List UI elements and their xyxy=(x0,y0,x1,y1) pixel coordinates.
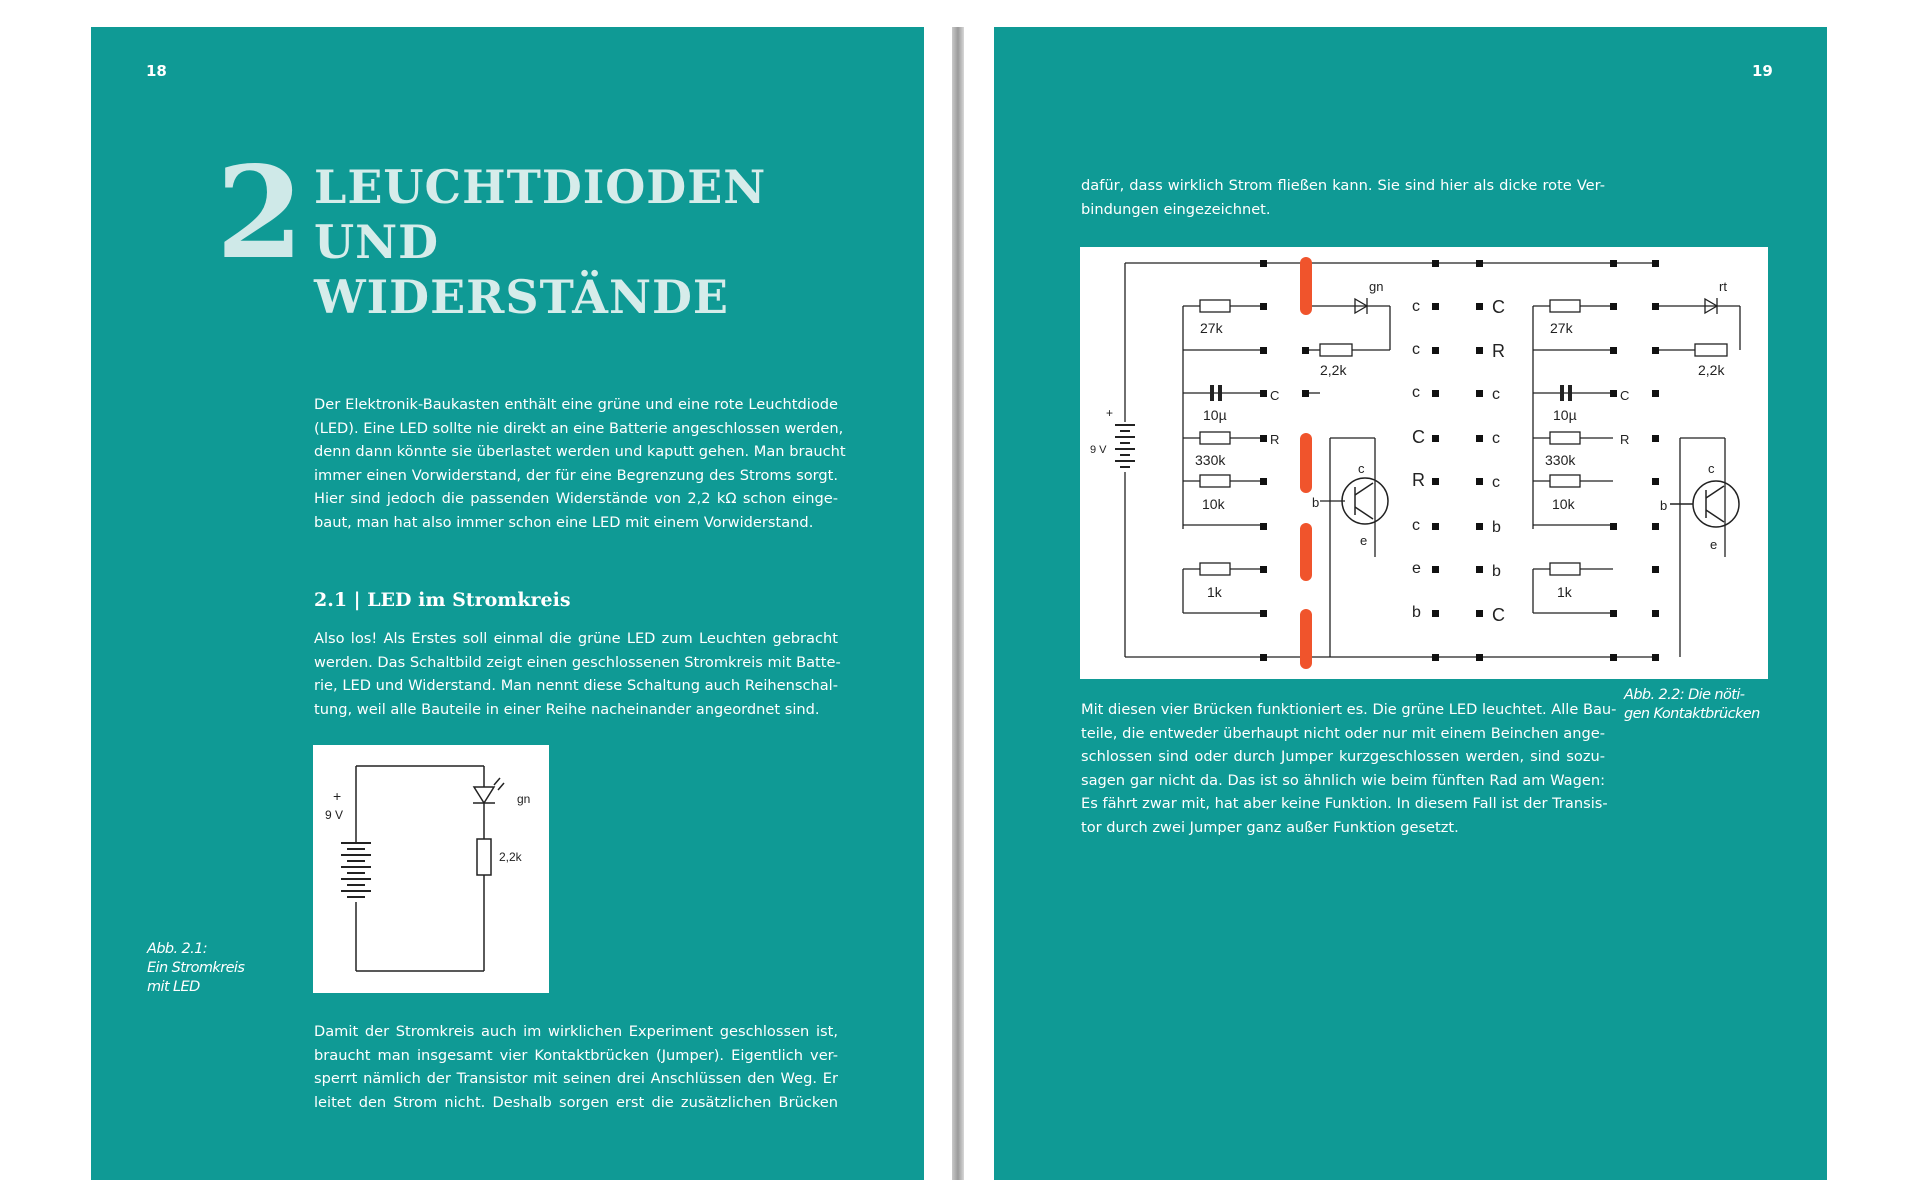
mid-right-label: b xyxy=(1492,563,1501,580)
text-line: leitet den Strom nicht. Deshalb sorgen erst die zusätzlichen Brücken xyxy=(314,1093,838,1111)
chapter-title-line-3: WIDERSTÄNDE xyxy=(314,270,729,324)
mid-right-label: b xyxy=(1492,519,1501,536)
pin-R-right: R xyxy=(1620,432,1630,447)
mid-right-label: c xyxy=(1492,386,1500,403)
r330k-left: 330k xyxy=(1195,452,1226,468)
led-color-label: gn xyxy=(517,792,531,806)
section-paragraph xyxy=(314,627,841,721)
caption-line: Ein Stromkreis xyxy=(147,960,245,976)
r27k-right: 27k xyxy=(1550,320,1573,336)
r27k-left: 27k xyxy=(1200,320,1223,336)
explanation-paragraph xyxy=(1081,698,1617,839)
mid-right-label: c xyxy=(1492,474,1500,491)
section-heading: 2.1 | LED im Stromkreis xyxy=(314,589,571,611)
transistor-e-right: e xyxy=(1710,537,1718,552)
mid-left-label: C xyxy=(1412,427,1425,447)
r10k-right: 10k xyxy=(1552,496,1575,512)
mid-left-label: R xyxy=(1412,470,1425,490)
mid-right-label: C xyxy=(1492,297,1505,317)
figure-led-circuit xyxy=(313,745,549,993)
c10u-left: 10µ xyxy=(1203,407,1227,423)
mid-left-label: c xyxy=(1412,384,1420,401)
text-line: rie, LED und Widerstand. Man nennt diese Schaltung auch Reihenschal- xyxy=(314,677,838,694)
transistor-c-left: c xyxy=(1358,461,1365,476)
figure-caption-left xyxy=(147,940,244,997)
transistor-c-right: c xyxy=(1708,461,1715,476)
r1k-right: 1k xyxy=(1557,584,1572,600)
text-line: sagen gar nicht da. Das ist so ähnlich wie beim fünften Rad am Wagen: xyxy=(1081,771,1605,789)
jumper-group xyxy=(1300,257,1312,669)
chapter-number: 2 xyxy=(216,139,304,287)
transistor-b-right: b xyxy=(1660,498,1668,513)
jumper-2 xyxy=(1300,433,1312,493)
mid-left-label: c xyxy=(1412,517,1420,534)
led-circuit-diagram xyxy=(313,745,549,993)
voltage-label: 9 V xyxy=(325,808,344,822)
mid-left-label: b xyxy=(1412,604,1421,621)
breadboard-circuit-diagram xyxy=(1080,247,1768,679)
mid-right-label: c xyxy=(1492,430,1500,447)
text-line: Es fährt zwar mit, hat aber keine Funktion. In diesem Fall ist der Transis- xyxy=(1081,795,1608,812)
r22k-left: 2,2k xyxy=(1320,362,1347,378)
battery-plus: + xyxy=(1106,406,1114,420)
r1k-left: 1k xyxy=(1207,584,1222,600)
pin-C-right: C xyxy=(1620,388,1630,403)
chapter-title-line-2: UND xyxy=(314,215,440,269)
text-line: schlossen sind oder durch Jumper kurzgeschlossen werden, sind sozu- xyxy=(1081,748,1605,765)
figure-jumper-circuit xyxy=(1080,247,1768,679)
text-line: bindungen eingezeichnet. xyxy=(1081,200,1271,218)
text-line: braucht man insgesamt vier Kontaktbrücken (Jumper). Eigentlich ver- xyxy=(314,1046,838,1064)
continuation-paragraph xyxy=(1081,174,1605,221)
text-line: werden. Das Schaltbild zeigt einen geschlossenen Stromkreis mit Batte- xyxy=(314,653,841,671)
page-number-right: 19 xyxy=(1752,62,1773,80)
text-line: Der Elektronik-Baukasten enthält eine grüne und eine rote Leuchtdiode xyxy=(314,396,838,413)
text-line: immer einen Vorwiderstand, der für eine Begrenzung des Stroms sorgt. xyxy=(314,466,838,484)
text-line: Also los! Als Erstes soll einmal die grüne LED zum Leuchten gebracht xyxy=(314,630,838,647)
text-line: Hier sind jedoch die passenden Widerstände von 2,2 kΩ schon einge- xyxy=(314,490,838,507)
closing-paragraph xyxy=(314,1020,838,1114)
text-line: baut, man hat also immer schon eine LED mit einem Vorwiderstand. xyxy=(314,513,814,531)
text-line: teile, die entweder überhaupt nicht oder nur mit einem Beinchen ange- xyxy=(1081,724,1605,742)
mid-left-label: c xyxy=(1412,341,1420,358)
page-number-left: 18 xyxy=(146,62,167,80)
text-line: dafür, dass wirklich Strom fließen kann. Sie sind hier als dicke rote Ver- xyxy=(1081,177,1605,194)
caption-line: gen Kontaktbrücken xyxy=(1624,706,1760,722)
figure-caption-right xyxy=(1624,686,1760,724)
jumper-1 xyxy=(1300,257,1312,315)
c10u-right: 10µ xyxy=(1553,407,1577,423)
battery-voltage: 9 V xyxy=(1090,444,1107,456)
led-gn-label: gn xyxy=(1369,279,1384,294)
text-line: Damit der Stromkreis auch im wirklichen Experiment geschlossen ist, xyxy=(314,1023,838,1040)
plus-label: + xyxy=(333,788,342,804)
transistor-b-left: b xyxy=(1312,495,1320,510)
resistor-label: 2,2k xyxy=(499,850,522,864)
text-line: tor durch zwei Jumper ganz außer Funktion gesetzt. xyxy=(1081,818,1459,836)
r10k-left: 10k xyxy=(1202,496,1225,512)
text-line: sperrt nämlich der Transistor mit seinen drei Anschlüssen den Weg. Er xyxy=(314,1070,838,1087)
led-rt-label: rt xyxy=(1719,279,1727,294)
text-line: (LED). Eine LED sollte nie direkt an eine Batterie angeschlossen werden, xyxy=(314,419,844,437)
gutter-shadow xyxy=(952,27,964,1180)
caption-line: Abb. 2.1: xyxy=(147,941,208,957)
r22k-right: 2,2k xyxy=(1698,362,1725,378)
intro-paragraph xyxy=(314,393,846,534)
mid-left-label: c xyxy=(1412,298,1420,315)
mid-left-label: e xyxy=(1412,560,1421,577)
jumper-4 xyxy=(1300,609,1312,669)
chapter-title-line-1: LEUCHTDIODEN xyxy=(314,160,767,214)
text-line: denn dann könnte sie überlastet werden und kaputt gehen. Man braucht xyxy=(314,443,846,460)
text-line: Mit diesen vier Brücken funktioniert es. Die grüne LED leuchtet. Alle Bau- xyxy=(1081,701,1617,718)
caption-line: mit LED xyxy=(147,979,200,995)
r330k-right: 330k xyxy=(1545,452,1576,468)
pin-R-left: R xyxy=(1270,432,1280,447)
jumper-3 xyxy=(1300,523,1312,581)
transistor-e-left: e xyxy=(1360,533,1368,548)
mid-right-label: C xyxy=(1492,605,1505,625)
pin-C-left: C xyxy=(1270,388,1280,403)
caption-line: Abb. 2.2: Die nöti- xyxy=(1624,687,1745,703)
mid-right-label: R xyxy=(1492,341,1505,361)
text-line: tung, weil alle Bauteile in einer Reihe nacheinander angeordnet sind. xyxy=(314,700,820,718)
chapter-title xyxy=(314,160,766,325)
